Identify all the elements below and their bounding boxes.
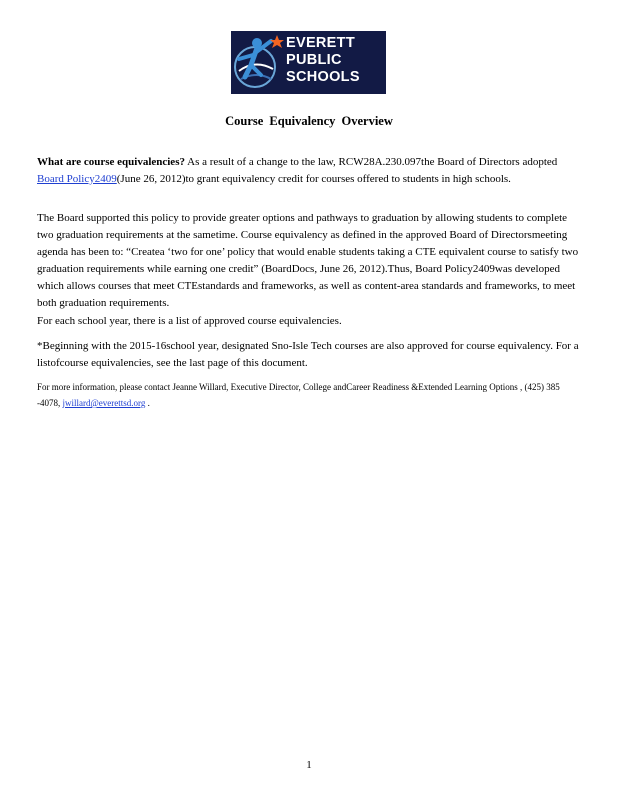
logo-line-2: PUBLIC: [286, 52, 342, 68]
logo-line-1: EVERETT: [286, 35, 355, 51]
board-policy-link[interactable]: Board Policy2409: [37, 173, 117, 185]
intro-lead: What are course equivalencies?: [37, 156, 185, 168]
email-link[interactable]: jwillard@everettsd.org: [62, 398, 146, 408]
board-paragraph: The Board supported this policy to provide greater options and pathways to graduation by allowing students to complete two graduation requirements at the sametime. Course equivalency as defined in the approved Board of Directorsmeeting agenda has been to: “Createa ‘two for one’ policy that would enable students taking a CTE equivalent course to satisfy two graduation requirements while earning one credit” (BoardDocs, June 26, 2012).Thus, Board Policy2409was developed which allows courses that meet CTEstandards and frameworks, as well as content-area standards and frameworks, to meet both graduation requirements.: [37, 212, 579, 309]
page-title: Course Equivalency Overview: [225, 114, 393, 128]
list-paragraph: For each school year, there is a list of approved course equivalencies.: [37, 315, 342, 327]
contact-text: For more information, please contact Jeanne Willard, Executive Director, College andCareer Readiness &Extended Learning Options , (425) 385 -4078,: [37, 382, 560, 408]
logo-figure-icon: [231, 31, 291, 94]
contact-paragraph: [37, 379, 582, 411]
page-number: 1: [306, 759, 312, 771]
sno-isle-paragraph: *Beginning with the 2015-16school year, designated Sno-Isle Tech courses are also approved for course equivalency. For a listofcourse equivalencies, see the last page of this document.: [37, 340, 579, 369]
logo-line-3: SCHOOLS: [286, 69, 360, 85]
intro-text-a: As a result of a change to the law, RCW28A.230.097the Board of Directors adopted: [184, 156, 558, 168]
intro-paragraph: [37, 154, 582, 188]
district-logo: [231, 31, 386, 94]
intro-text-b: (June 26, 2012)to grant equivalency credit for courses offered to students in high schools.: [116, 173, 511, 185]
contact-end: .: [145, 398, 150, 408]
logo-wordmark: [286, 35, 360, 86]
